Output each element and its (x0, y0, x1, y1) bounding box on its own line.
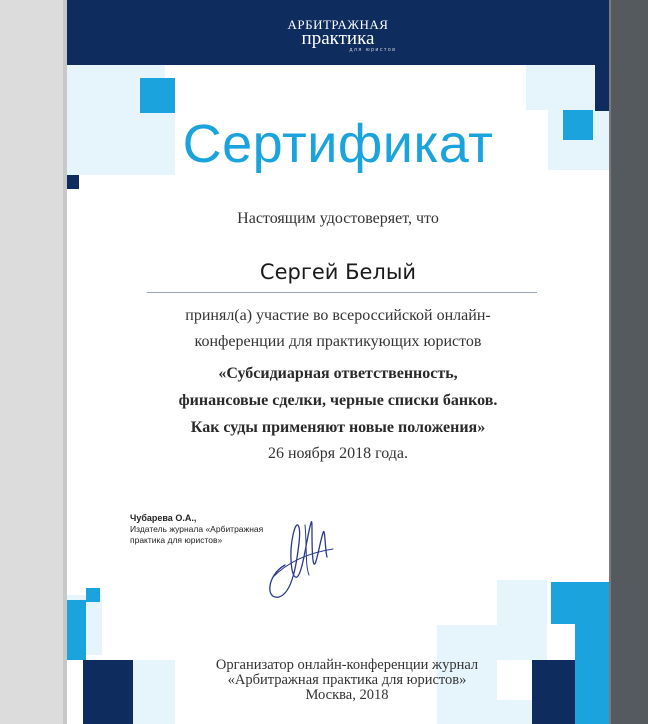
logo-line-2: практика (301, 28, 375, 49)
organizer-line-2: «Арбитражная практика для юристов» (227, 672, 467, 688)
decor-square (140, 78, 175, 113)
logo-line-1: АРБИТРАЖНАЯ (287, 17, 389, 32)
handwritten-signature (257, 505, 337, 605)
body-line-1: принял(а) участие во всероссийской онлайн- (185, 307, 491, 324)
decor-square (83, 660, 133, 724)
recipient-name: Сергей Белый (259, 260, 417, 284)
topic-line-3: Как суды применяют новые положения» (190, 419, 486, 436)
decor-square (497, 700, 532, 724)
topic-line-2: финансовые сделки, черные списки банков. (178, 392, 498, 409)
decor-square (67, 175, 79, 189)
organizer-line-1: Организатор онлайн-конференции журнал (215, 657, 479, 673)
event-date: 26 ноября 2018 года. (267, 445, 409, 462)
intro-text: Настоящим удостоверяет, что (237, 210, 439, 227)
certificate-title: Сертификат (182, 114, 494, 174)
journal-logo (67, 18, 609, 53)
signatory-role-line-1: Издатель журнала «Арбитражная (130, 524, 264, 534)
signatory-role-line-2: практика для юристов» (130, 535, 223, 545)
organizer-line-3: Москва, 2018 (305, 687, 389, 703)
signatory-name: Чубарева О.А., (130, 513, 197, 523)
logo-line-3: для юристов (349, 47, 397, 53)
name-underline (147, 292, 537, 293)
decor-square (575, 624, 609, 724)
decor-square (551, 582, 609, 624)
viewer-scrollbar-area[interactable] (611, 0, 648, 724)
decor-square (67, 600, 86, 660)
decor-square (86, 588, 100, 602)
viewer-left-margin (0, 0, 67, 724)
certificate-page (67, 0, 609, 724)
decor-square (497, 580, 547, 660)
body-line-2: конференции для практикующих юристов (194, 333, 482, 350)
topic-line-1: «Субсидиарная ответственность, (218, 365, 458, 382)
decor-square (595, 65, 609, 111)
